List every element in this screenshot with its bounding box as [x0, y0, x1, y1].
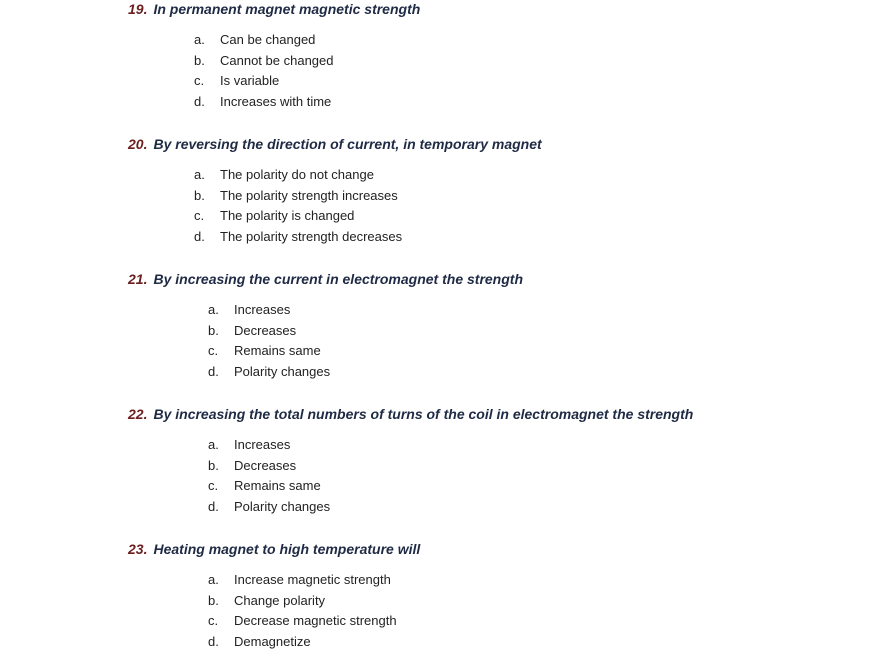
option-c: [194, 206, 402, 227]
option-text: Change polarity: [234, 592, 326, 608]
option-b: [208, 591, 397, 612]
option-letter: b.: [208, 457, 219, 473]
option-list: [194, 165, 402, 247]
question-text: Heating magnet to high temperature will: [153, 541, 421, 557]
option-letter: a.: [194, 32, 205, 47]
question-number: 23.: [128, 541, 148, 557]
option-d: [208, 497, 330, 518]
option-d: [194, 227, 402, 248]
question-heading: [128, 540, 868, 558]
option-text: Remains same: [234, 343, 321, 359]
option-list: [208, 300, 330, 382]
question-heading: [128, 0, 868, 18]
option-letter: d.: [208, 498, 219, 514]
question-text: By reversing the direction of current, in temporary magnet: [153, 136, 542, 152]
option-letter: c.: [208, 613, 219, 629]
option-c: [208, 341, 330, 362]
option-a: [208, 300, 330, 321]
option-text: The polarity strength decreases: [220, 228, 403, 244]
option-d: [208, 632, 397, 653]
option-text: Cannot be changed: [220, 52, 334, 68]
option-a: [194, 165, 402, 186]
option-letter: c.: [208, 343, 219, 359]
option-a: [208, 435, 330, 456]
option-text: Polarity changes: [234, 363, 331, 379]
option-text: Remains same: [234, 478, 321, 494]
question-text: By increasing the current in electromagnet the strength: [153, 271, 523, 287]
option-text: Demagnetize: [234, 633, 311, 649]
option-text: Can be changed: [220, 32, 316, 47]
question-number: 20.: [128, 136, 148, 152]
option-text: Polarity changes: [234, 498, 331, 514]
option-d: [194, 92, 333, 113]
option-text: The polarity is changed: [220, 208, 355, 224]
option-letter: b.: [194, 187, 205, 203]
option-letter: d.: [208, 363, 219, 379]
option-b: [208, 321, 330, 342]
option-text: Increases: [234, 302, 291, 317]
option-list: [194, 30, 333, 112]
option-letter: d.: [194, 228, 205, 244]
question-19: [128, 0, 868, 109]
option-letter: d.: [208, 633, 219, 649]
option-b: [208, 456, 330, 477]
question-number: 22.: [128, 406, 148, 422]
option-a: [208, 570, 397, 591]
option-c: [208, 611, 397, 632]
option-letter: c.: [208, 478, 219, 494]
option-letter: c.: [194, 208, 205, 224]
option-b: [194, 51, 333, 72]
option-text: The polarity strength increases: [220, 187, 398, 203]
question-heading: [128, 135, 868, 153]
option-list: [208, 570, 397, 652]
option-letter: b.: [208, 592, 219, 608]
option-a: [194, 30, 333, 51]
option-c: [208, 476, 330, 497]
question-number: 21.: [128, 271, 148, 287]
option-letter: a.: [208, 437, 219, 452]
option-text: Is variable: [220, 73, 280, 89]
option-text: The polarity do not change: [220, 167, 374, 182]
question-23: [128, 540, 868, 649]
option-text: Decreases: [234, 322, 297, 338]
option-letter: a.: [194, 167, 205, 182]
option-letter: a.: [208, 302, 219, 317]
option-c: [194, 71, 333, 92]
question-21: [128, 270, 868, 379]
question-number: 19.: [128, 1, 148, 17]
option-text: Increases: [234, 437, 291, 452]
option-letter: a.: [208, 572, 219, 587]
question-text: In permanent magnet magnetic strength: [153, 1, 421, 17]
option-text: Decreases: [234, 457, 297, 473]
option-letter: c.: [194, 73, 205, 89]
option-list: [208, 435, 330, 517]
option-text: Increase magnetic strength: [234, 572, 391, 587]
option-letter: b.: [208, 322, 219, 338]
question-heading: [128, 405, 868, 423]
option-b: [194, 186, 402, 207]
option-d: [208, 362, 330, 383]
question-22: [128, 405, 868, 514]
option-text: Increases with time: [220, 93, 332, 109]
option-letter: d.: [194, 93, 205, 109]
question-text: By increasing the total numbers of turns of the coil in electromagnet the strength: [153, 406, 694, 422]
question-heading: [128, 270, 868, 288]
option-letter: b.: [194, 52, 205, 68]
option-text: Decrease magnetic strength: [234, 613, 397, 629]
question-20: [128, 135, 868, 244]
